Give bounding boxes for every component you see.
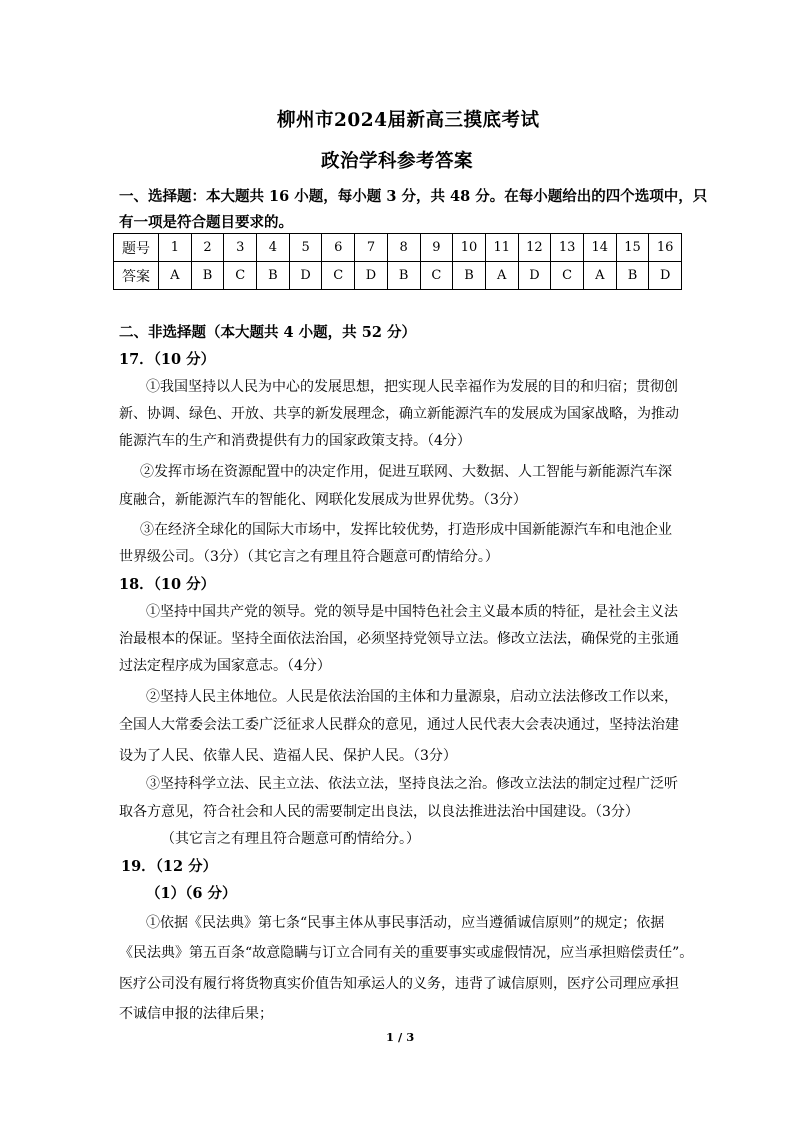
table-cell-number: 5 <box>289 234 322 262</box>
q19-sub1-label: （1）（6 分） <box>146 885 237 902</box>
q19-label: 19．（12 分） <box>121 858 218 875</box>
table-cell-number: 2 <box>191 234 224 262</box>
section2-heading: 二、非选择题（本大题共 4 小题，共 52 分） <box>119 324 416 341</box>
answer-table-answer-row <box>114 262 682 290</box>
q17-p1-line3: 能源汽车的生产和消费提供有力的国家政策支持。（4分） <box>119 433 471 449</box>
table-cell-answer: C <box>322 262 355 290</box>
table-cell-answer: B <box>453 262 486 290</box>
q18-p2-line3: 设为了人民、依靠人民、造福人民、保护人民。（3分） <box>119 748 457 764</box>
table-cell-number: 14 <box>583 234 616 262</box>
q18-p1-line2: 治最根本的保证。坚持全面依法治国，必须坚持党领导立法。修改立法法，确保党的主张通 <box>119 631 679 647</box>
table-cell-number: 16 <box>649 234 682 262</box>
table-cell-number: 9 <box>420 234 453 262</box>
table-cell-number: 7 <box>355 234 388 262</box>
q17-p3-line2: 世界级公司。（3分）（其它言之有理且符合题意可酌情给分。） <box>119 549 499 565</box>
q17-label: 17．（10 分） <box>119 351 216 368</box>
q17-p2-line2: 度融合，新能源汽车的智能化、网联化发展成为世界优势。（3分） <box>119 492 527 508</box>
table-cell-number: 11 <box>485 234 518 262</box>
table-cell-number: 12 <box>518 234 551 262</box>
doc-title: 柳州市2024届新高三摸底考试 <box>277 110 540 131</box>
table-cell-answer: D <box>289 262 322 290</box>
table-cell-number: 4 <box>257 234 290 262</box>
table-cell-answer: A <box>583 262 616 290</box>
table-header-number: 题号 <box>114 234 159 262</box>
table-header-answer: 答案 <box>114 262 159 290</box>
table-cell-answer: B <box>191 262 224 290</box>
table-cell-number: 10 <box>453 234 486 262</box>
table-cell-number: 1 <box>159 234 192 262</box>
table-cell-answer: B <box>257 262 290 290</box>
q18-p2-line1: ②坚持人民主体地位。人民是依法治国的主体和力量源泉，启动立法法修改工作以来， <box>146 689 678 705</box>
table-cell-answer: D <box>518 262 551 290</box>
q18-note: （其它言之有理且符合题意可酌情给分。） <box>161 831 420 847</box>
doc-subtitle: 政治学科参考答案 <box>321 151 474 172</box>
q18-p1-line3: 过法定程序成为国家意志。（4分） <box>119 658 331 674</box>
table-cell-number: 6 <box>322 234 355 262</box>
table-cell-answer: C <box>224 262 257 290</box>
table-cell-answer: C <box>551 262 584 290</box>
q19-p1-line2: 《民法典》第五百条“故意隐瞒与订立合同有关的重要事实或虚假情况，应当承担赔偿责任”。 <box>119 945 694 961</box>
table-cell-answer: A <box>485 262 518 290</box>
table-cell-answer: D <box>649 262 682 290</box>
table-cell-answer: B <box>387 262 420 290</box>
table-cell-answer: D <box>355 262 388 290</box>
table-cell-answer: A <box>159 262 192 290</box>
table-cell-answer: B <box>616 262 649 290</box>
table-cell-answer: C <box>420 262 453 290</box>
q18-p3-line1: ③坚持科学立法、民主立法、依法立法，坚持良法之治。修改立法法的制定过程广泛听 <box>146 776 678 792</box>
answer-table <box>113 233 682 290</box>
q17-p1-line1: ①我国坚持以人民为中心的发展思想，把实现人民幸福作为发展的目的和归宿；贯彻创 <box>146 379 678 395</box>
q17-p2-line1: ②发挥市场在资源配置中的决定作用，促进互联网、大数据、人工智能与新能源汽车深 <box>140 464 672 480</box>
q18-p3-line2: 取各方意见，符合社会和人民的需要制定出良法，以良法推进法治中国建设。（3分） <box>119 804 639 820</box>
q19-p1-line4: 不诚信申报的法律后果； <box>119 1006 273 1022</box>
section1-heading-line2: 有一项是符合题目要求的。 <box>119 214 293 231</box>
table-cell-number: 13 <box>551 234 584 262</box>
section1-heading-line1: 一、选择题：本大题共 16 小题，每小题 3 分，共 48 分。在每小题给出的四个选项中，只 <box>119 188 708 205</box>
table-cell-number: 8 <box>387 234 420 262</box>
answer-table-number-row <box>114 234 682 262</box>
page-number: 1 / 3 <box>386 1030 415 1044</box>
q19-p1-line3: 医疗公司没有履行将货物真实价值告知承运人的义务，违背了诚信原则，医疗公司理应承担 <box>119 976 679 992</box>
q17-p1-line2: 新、协调、绿色、开放、共享的新发展理念，确立新能源汽车的发展成为国家战略，为推动 <box>119 406 679 422</box>
q18-p1-line1: ①坚持中国共产党的领导。党的领导是中国特色社会主义最本质的特征，是社会主义法 <box>146 604 678 620</box>
q18-label: 18．（10 分） <box>119 576 216 593</box>
q19-p1-line1: ①依据《民法典》第七条“民事主体从事民事活动，应当遵循诚信原则”的规定；依据 <box>146 915 665 931</box>
table-cell-number: 3 <box>224 234 257 262</box>
table-cell-number: 15 <box>616 234 649 262</box>
q18-p2-line2: 全国人大常委会法工委广泛征求人民群众的意见，通过人民代表大会表决通过，坚持法治建 <box>119 717 679 733</box>
q17-p3-line1: ③在经济全球化的国际大市场中，发挥比较优势，打造形成中国新能源汽车和电池企业 <box>140 522 672 538</box>
